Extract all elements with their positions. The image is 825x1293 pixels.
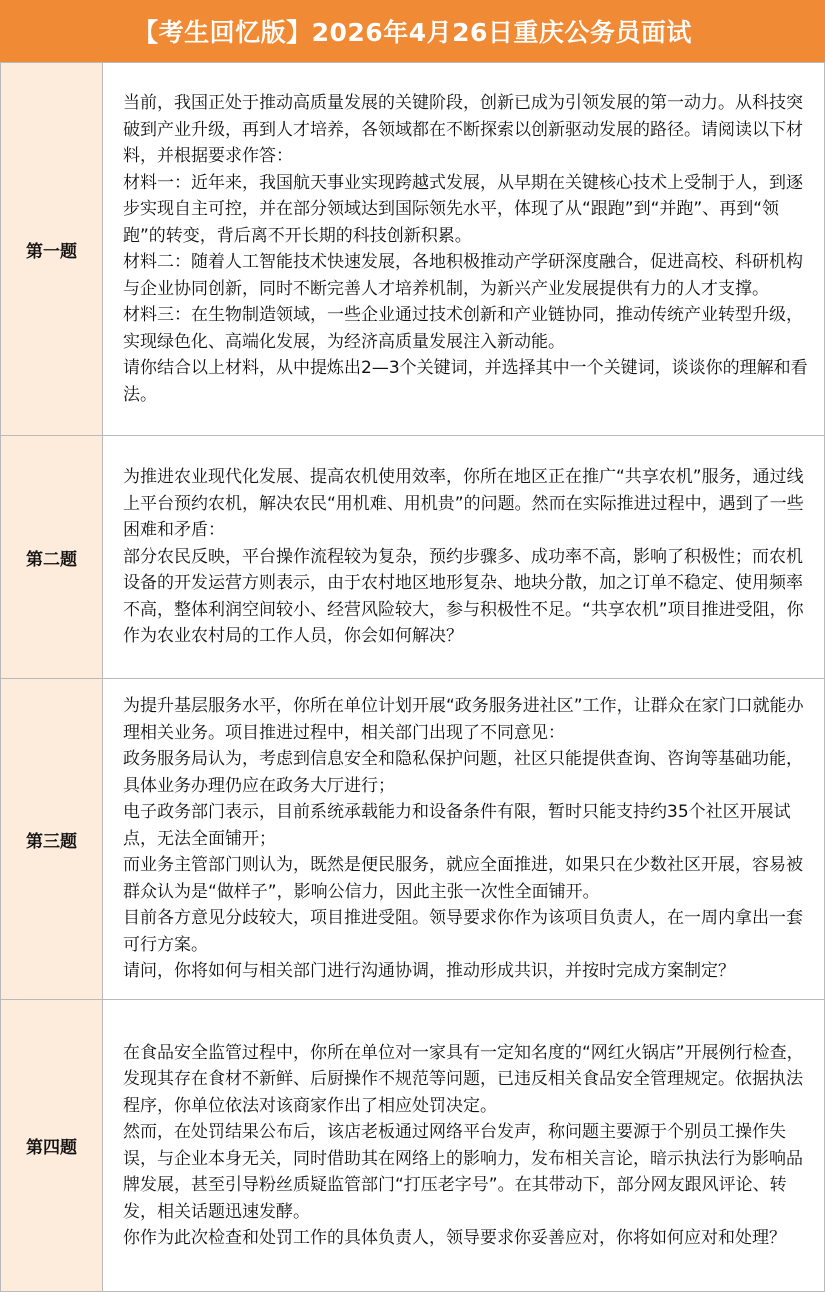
question-paragraph: 目前各方意见分歧较大，项目推进受阻。领导要求你作为该项目负责人，在一周内拿出一套可行方案。 bbox=[123, 908, 803, 955]
question-table bbox=[0, 62, 825, 1292]
question-paragraph: 材料三：在生物制造领域，一些企业通过技术创新和产业链协同，推动传统产业转型升级，实现绿色化、高端化发展，为经济高质量发展注入新动能。 bbox=[123, 305, 803, 352]
table-row bbox=[1, 63, 825, 436]
question-paragraph: 请你结合以上材料，从中提炼出2—3个关键词，并选择其中一个关键词，谈谈你的理解和看法。 bbox=[123, 358, 808, 405]
question-label: 第四题 bbox=[1, 1000, 103, 1292]
question-paragraph: 然而，在处罚结果公布后，该店老板通过网络平台发声，称问题主要源于个别员工操作失误，与企业本身无关，同时借助其在网络上的影响力，发布相关言论，暗示执法行为影响品牌发展，甚至引导粉丝质疑监管部门“打压老字号”。在其带动下，部分网友跟风评论、转发，相关话题迅速发酵。 bbox=[123, 1122, 803, 1222]
question-paragraph: 材料一：近年来，我国航天事业实现跨越式发展，从早期在关键核心技术上受制于人，到逐步实现自主可控，并在部分领域达到国际领先水平，体现了从“跟跑”到“并跑”、再到“领跑”的转变，背后离不开长期的科技创新积累。 bbox=[123, 172, 803, 246]
question-content bbox=[103, 1000, 825, 1292]
question-content bbox=[103, 436, 825, 679]
table-row bbox=[1, 436, 825, 679]
question-paragraph: 电子政务部门表示，目前系统承载能力和设备条件有限，暂时只能支持约35个社区开展试点，无法全面铺开； bbox=[123, 802, 791, 849]
table-row bbox=[1, 679, 825, 1000]
question-paragraph: 而业务主管部门则认为，既然是便民服务，就应全面推进，如果只在少数社区开展，容易被群众认为是“做样子”，影响公信力，因此主张一次性全面铺开。 bbox=[123, 855, 803, 902]
question-paragraph: 材料二：随着人工智能技术快速发展，各地积极推动产学研深度融合，促进高校、科研机构与企业协同创新，同时不断完善人才培养机制，为新兴产业发展提供有力的人才支撑。 bbox=[123, 252, 803, 299]
question-paragraph: 为提升基层服务水平，你所在单位计划开展“政务服务进社区”工作，让群众在家门口就能办理相关业务。项目推进过程中，相关部门出现了不同意见： bbox=[123, 696, 804, 743]
question-paragraph: 在食品安全监管过程中，你所在单位对一家具有一定知名度的“网红火锅店”开展例行检查，发现其存在食材不新鲜、后厨操作不规范等问题，已违反相关食品安全管理规定。依据执法程序，你单位依法对该商家作出了相应处罚决定。 bbox=[123, 1042, 804, 1116]
question-label: 第二题 bbox=[1, 436, 103, 679]
question-paragraph: 部分农民反映，平台操作流程较为复杂，预约步骤多、成功率不高，影响了积极性；而农机设备的开发运营方则表示，由于农村地区地形复杂、地块分散，加之订单不稳定、使用频率不高，整体利润空间较小、经营风险较大，参与积极性不足。“共享农机”项目推进受阻，你作为农业农村局的工作人员，你会如何解决？ bbox=[123, 546, 804, 647]
question-paragraph: 请问，你将如何与相关部门进行沟通协调，推动形成共识，并按时完成方案制定？ bbox=[123, 961, 735, 982]
question-paragraph: 当前，我国正处于推动高质量发展的关键阶段，创新已成为引领发展的第一动力。从科技突破到产业升级，再到人才培养，各领域都在不断探索以创新驱动发展的路径。请阅读以下材料，并根据要求作答： bbox=[123, 93, 803, 166]
question-paragraph: 为推进农业现代化发展、提高农机使用效率，你所在地区正在推广“共享农机”服务，通过线上平台预约农机，解决农民“用机难、用机贵”的问题。然而在实际推进过程中，遇到了一些困难和矛盾： bbox=[123, 467, 804, 541]
question-label: 第一题 bbox=[1, 63, 103, 436]
question-content bbox=[103, 63, 825, 436]
table-row bbox=[1, 1000, 825, 1292]
page-title: 【考生回忆版】2026年4月26日重庆公务员面试 bbox=[0, 0, 825, 62]
question-content bbox=[103, 679, 825, 1000]
question-label: 第三题 bbox=[1, 679, 103, 1000]
question-paragraph: 政务服务局认为，考虑到信息安全和隐私保护问题，社区只能提供查询、咨询等基础功能，具体业务办理仍应在政务大厅进行； bbox=[123, 749, 803, 796]
question-paragraph: 你作为此次检查和处罚工作的具体负责人，领导要求你妥善应对，你将如何应对和处理？ bbox=[123, 1228, 786, 1248]
